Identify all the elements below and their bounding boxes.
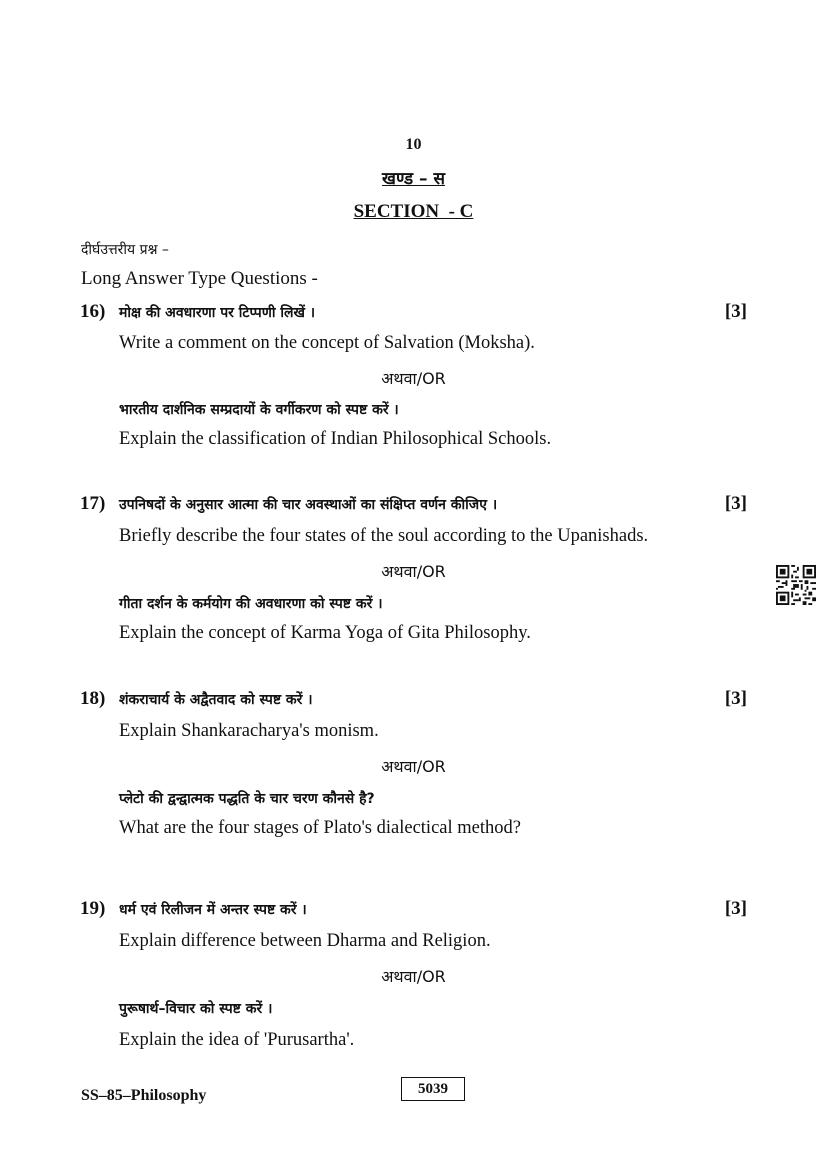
alt-question-english: What are the four stages of Plato's dialectical method? <box>119 818 521 838</box>
question-number: 16) <box>80 301 106 322</box>
or-label: अथवा/OR <box>381 757 446 776</box>
question-number: 19) <box>80 898 106 919</box>
question-english: Explain difference between Dharma and Religion. <box>119 931 491 951</box>
subheading-english: Long Answer Type Questions - <box>81 268 318 289</box>
qr-code <box>775 565 817 605</box>
section-heading-hindi: खण्ड – स <box>382 169 445 189</box>
subheading-hindi: दीर्घउत्तरीय प्रश्न – <box>81 242 169 258</box>
question-hindi: उपनिषदों के अनुसार आत्मा की चार अवस्थाओं का संक्षिप्त वर्णन कीजिए । <box>119 497 498 513</box>
alt-question-hindi: प्लेटो की द्वन्द्वात्मक पद्धति के चार चरण कौनसे है? <box>119 791 375 807</box>
question-marks: [3] <box>724 688 747 709</box>
question-english: Briefly describe the four states of the soul according to the Upanishads. <box>119 526 649 546</box>
question-marks: [3] <box>724 493 747 514</box>
question-hindi: शंकराचार्य के अद्वैतवाद को स्पष्ट करें । <box>119 692 313 708</box>
alt-question-hindi: पुरूषार्थ–विचार को स्पष्ट करें । <box>119 1001 273 1017</box>
question-english: Write a comment on the concept of Salvation (Moksha). <box>119 333 535 353</box>
question-hindi: मोक्ष की अवधारणा पर टिप्पणी लिखें । <box>119 305 316 321</box>
paper-code: SS–85–Philosophy <box>81 1087 207 1104</box>
alt-question-english: Explain the idea of 'Purusartha'. <box>119 1030 355 1050</box>
or-label: अथवा/OR <box>381 967 446 986</box>
paper-code-box: 5039 <box>401 1077 465 1101</box>
or-label: अथवा/OR <box>381 369 446 388</box>
page-number: 10 <box>405 136 422 153</box>
or-label: अथवा/OR <box>381 562 446 581</box>
question-marks: [3] <box>724 301 747 322</box>
alt-question-hindi: गीता दर्शन के कर्मयोग की अवधारणा को स्पष्ट करें । <box>119 596 383 612</box>
question-number: 17) <box>80 493 106 514</box>
alt-question-english: Explain the classification of Indian Philosophical Schools. <box>119 429 552 449</box>
alt-question-hindi: भारतीय दार्शनिक सम्प्रदायों के वर्गीकरण को स्पष्ट करें । <box>119 402 399 418</box>
question-english: Explain Shankaracharya's monism. <box>119 721 379 741</box>
section-heading: SECTION - C <box>353 201 474 222</box>
alt-question-english: Explain the concept of Karma Yoga of Gita Philosophy. <box>119 623 531 643</box>
question-number: 18) <box>80 688 106 709</box>
question-hindi: धर्म एवं रिलीजन में अन्तर स्पष्ट करें । <box>119 902 307 918</box>
question-marks: [3] <box>724 898 747 919</box>
